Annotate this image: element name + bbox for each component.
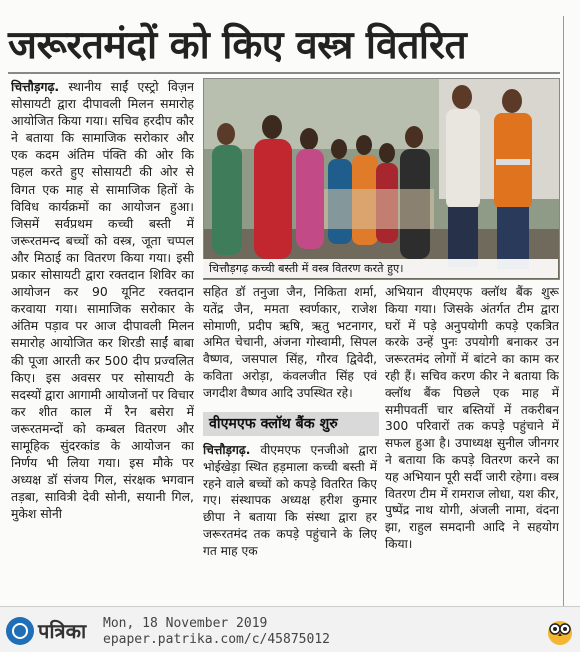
headline-rule	[8, 72, 560, 74]
column-divider	[563, 16, 564, 606]
patrika-logo-icon	[6, 617, 34, 645]
epaper-footer	[0, 606, 580, 652]
article-column-2: सहित डॉ तनुजा जैन, निकिता शर्मा, यतेंद्र जैन, ममता स्वर्णकार, राजेश सोमाणी, प्रदीप ऋषि, ऋतु भटनागर, अमित चेचानी, अंजना गोस्वामी, सिपल वैष्णव, जसपाल सिंह, गौरव द्विवेदी, कविता अरोड़ा, कंवलजीत सिंह एवं जगदीश वैष्णव आदि उपस्थित रहे।	[203, 285, 377, 400]
brand-name: पत्रिका	[38, 619, 87, 643]
epaper-link[interactable]: epaper.patrika.com/c/45875012	[103, 632, 330, 647]
article-column-2b	[203, 442, 377, 598]
subheadline: वीएमएफ क्लॉथ बैंक शुरु	[203, 412, 379, 436]
news-photo	[203, 78, 560, 280]
headline: जरूरतमंदों को किए वस्त्र वितरित	[8, 23, 467, 68]
article-column-1	[11, 78, 194, 598]
publication-date: Mon, 18 November 2019	[103, 616, 268, 631]
article-body-1: स्थानीय साईं एस्ट्रो विज़न सोसायटी द्वारा दीपावली मिलन समारोह आयोजित किया गया। सचिव हरदीप कौर ने बताया कि सामाजिक सरोकार और एक कदम अंतिम पंक्ति की ओर कि पहल करते हुए सोसायटी की ओर से विगत एक माह से सामाजिक हितों के विविध कार्यक्रमों का आयोजन हुआ। जिसमें सर्वप्रथम कच्ची बस्ती में जरूरतमन्द बच्चों को वस्त्र, जूता चप्पल और मिठाई का वितरण किया गया। इसी प्रकार सोसायटी द्वारा रक्तदान शिविर का आयोजन कर 90 यूनिट रक्तदान करवाया गया। सामाजिक सरोकार के अंतिम पड़ाव पर आज दीपावली मिलन समारोह आयोजित कर शिरडी साईं बाबा की पूजा आरती कर 500 दीप प्रज्वलित किए। इस अवसर पर सोसायटी के सदस्यों द्वारा आगामी आयोजनों पर विचार कर शीत काल में रैन बसेरा में जरूरतमन्दों को कम्बल वितरण और सामूहिक सुंदरकांड के आयोजन का निर्णय भी लिया गया। इस मौके पर अध्यक्ष डॉ संजय गिल, संरक्षक भगवान तड़बा, सावित्री देवी सोनी, सयानी गिल, मुकेश सोनी	[11, 79, 194, 522]
dateline: चित्तौड़गढ़.	[11, 79, 60, 94]
article-body-2: वीएमएफ एनजीओ द्वारा भोईखेड़ा स्थित हड़माला कच्ची बस्ती में रहने वाले बच्चों को कपड़े वितरित किए गए। संस्थापक अध्यक्ष हरीश कुमार छीपा ने बताया कि संस्था द्वारा हर जरूरतमंद तक कपड़े पहुंचाने के लिए गत माह एक	[203, 443, 377, 558]
owl-mascot-icon	[546, 616, 574, 646]
article-column-3: अभियान वीएमएफ क्लॉथ बैंक शुरू किया गया। जिसके अंतर्गत टीम द्वारा घरों में पड़े अनुपयोगी कपड़े एकत्रित करके उन्हें पुनः उपयोगी बनाकर उन जरूरतमंद लोगों में बांटने का काम कर रही हैं। सचिव करण कीर ने बताया कि क्लॉथ बैंक पिछले एक माह में समीपवर्ती चार बस्तियों में तकरीबन 300 परिवारों तक कपड़े पहुंचाने में सफल हुआ है। उपाध्यक्ष सुनील जीनगर ने बताया कि कपड़े वितरण करने का यह अभियान पूरी सर्दी जारी रहेगा। वस्त्र वितरण टीम में रामराज लोधा, यश कीर, पुष्पेंद्र नाथ योगी, अंजली नामा, वंदना झा, राहुल समदानी आदि ने सहयोग किया।	[385, 285, 559, 551]
adjacent-article-edge	[566, 16, 580, 606]
photo-caption: चित्तौड़गढ़ कच्ची बस्ती में वस्त्र वितरण करते हुए।	[203, 259, 558, 278]
dateline-2: चित्तौड़गढ़.	[203, 443, 251, 457]
photo-image	[204, 79, 559, 279]
